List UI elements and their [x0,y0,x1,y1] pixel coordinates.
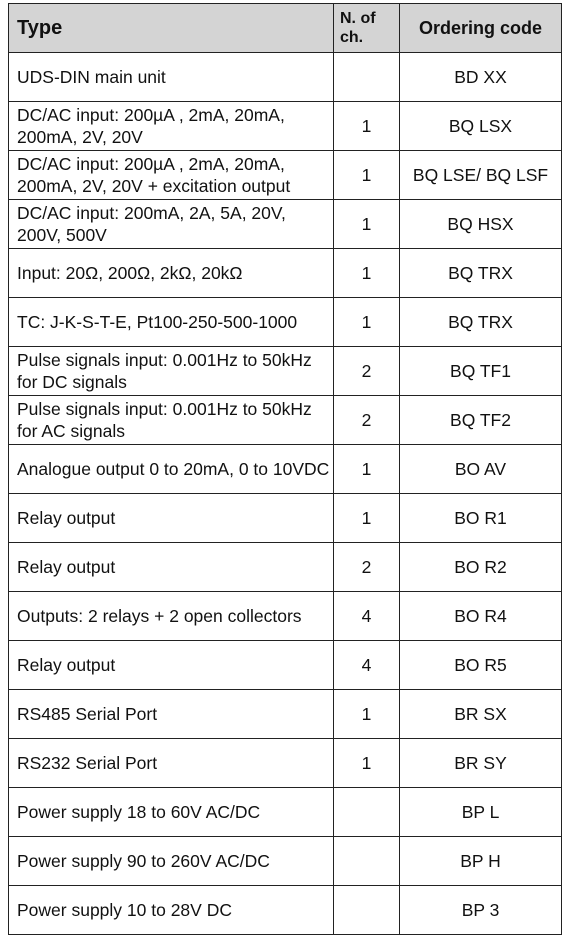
cell-ordering-code: BQ HSX [400,200,562,249]
cell-type: Power supply 90 to 260V AC/DC [9,837,334,886]
cell-type: RS232 Serial Port [9,739,334,788]
cell-channels: 1 [334,102,400,151]
cell-type: Pulse signals input: 0.001Hz to 50kHz for DC signals [9,347,334,396]
cell-ordering-code: BQ LSX [400,102,562,151]
table-row [9,886,562,935]
cell-type: Input: 20Ω, 200Ω, 2kΩ, 20kΩ [9,249,334,298]
cell-channels: 2 [334,543,400,592]
cell-channels [334,886,400,935]
cell-channels [334,788,400,837]
table-row [9,739,562,788]
table-row [9,53,562,102]
cell-ordering-code: BO R4 [400,592,562,641]
cell-ordering-code: BQ TRX [400,249,562,298]
cell-type: Power supply 10 to 28V DC [9,886,334,935]
cell-type: Analogue output 0 to 20mA, 0 to 10VDC [9,445,334,494]
cell-channels: 1 [334,151,400,200]
cell-ordering-code: BR SX [400,690,562,739]
cell-channels: 4 [334,592,400,641]
table-row [9,690,562,739]
table-row [9,494,562,543]
cell-channels: 1 [334,690,400,739]
ordering-table [8,3,562,935]
cell-type: Relay output [9,494,334,543]
table-row [9,543,562,592]
cell-channels: 1 [334,739,400,788]
cell-ordering-code: BQ TF2 [400,396,562,445]
cell-ordering-code: BP L [400,788,562,837]
cell-type: DC/AC input: 200µA , 2mA, 20mA, 200mA, 2V, 20V [9,102,334,151]
cell-channels [334,53,400,102]
cell-type: UDS-DIN main unit [9,53,334,102]
cell-channels: 1 [334,298,400,347]
table-row [9,788,562,837]
cell-channels: 4 [334,641,400,690]
table-row [9,592,562,641]
table-row [9,200,562,249]
cell-channels [334,837,400,886]
cell-type: Power supply 18 to 60V AC/DC [9,788,334,837]
cell-type: Pulse signals input: 0.001Hz to 50kHz for AC signals [9,396,334,445]
cell-ordering-code: BQ LSE/ BQ LSF [400,151,562,200]
cell-channels: 1 [334,249,400,298]
table-row [9,396,562,445]
table-header-row [9,4,562,53]
cell-type: TC: J-K-S-T-E, Pt100-250-500-1000 [9,298,334,347]
table-row [9,837,562,886]
cell-ordering-code: BD XX [400,53,562,102]
cell-ordering-code: BO AV [400,445,562,494]
header-ordering-code: Ordering code [400,4,562,53]
table-row [9,151,562,200]
cell-channels: 2 [334,347,400,396]
table-row [9,347,562,396]
cell-type: DC/AC input: 200mA, 2A, 5A, 20V, 200V, 500V [9,200,334,249]
table-row [9,249,562,298]
cell-channels: 2 [334,396,400,445]
table-row [9,641,562,690]
cell-ordering-code: BR SY [400,739,562,788]
cell-type: Relay output [9,543,334,592]
table-row [9,445,562,494]
cell-ordering-code: BO R5 [400,641,562,690]
cell-type: DC/AC input: 200µA , 2mA, 20mA, 200mA, 2V, 20V + excitation output [9,151,334,200]
cell-ordering-code: BQ TF1 [400,347,562,396]
header-channels: N. of ch. [334,4,400,53]
cell-type: RS485 Serial Port [9,690,334,739]
cell-channels: 1 [334,200,400,249]
table-row [9,102,562,151]
cell-ordering-code: BP 3 [400,886,562,935]
cell-ordering-code: BO R1 [400,494,562,543]
cell-type: Relay output [9,641,334,690]
table-row [9,298,562,347]
cell-ordering-code: BO R2 [400,543,562,592]
cell-type: Outputs: 2 relays + 2 open collectors [9,592,334,641]
cell-ordering-code: BP H [400,837,562,886]
cell-ordering-code: BQ TRX [400,298,562,347]
cell-channels: 1 [334,445,400,494]
cell-channels: 1 [334,494,400,543]
header-type: Type [9,4,334,53]
